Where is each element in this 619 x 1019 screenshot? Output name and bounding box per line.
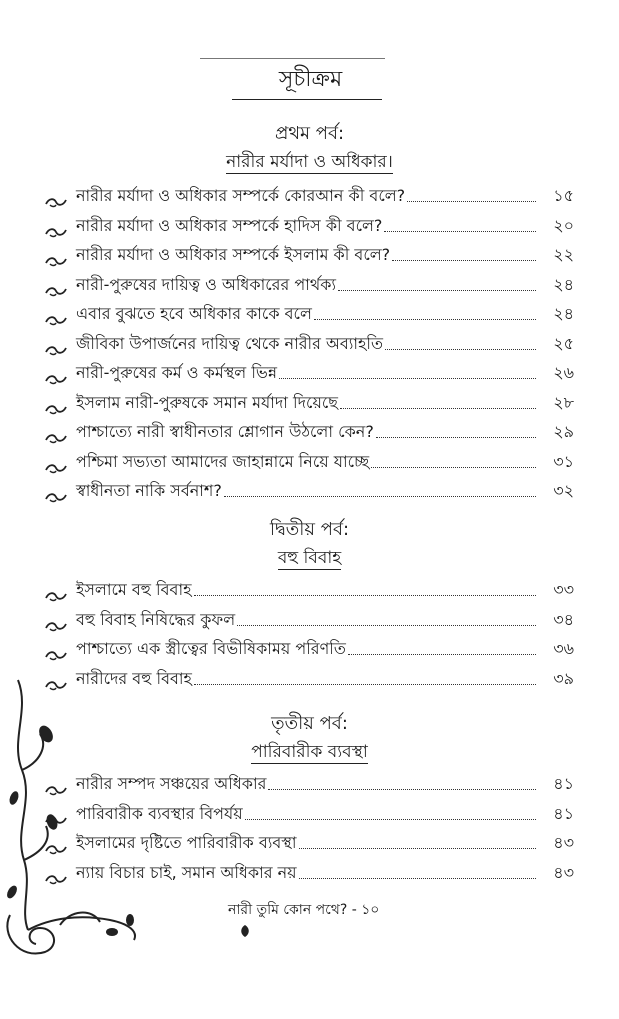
section-1-heading: প্রথম পর্ব:: [274, 123, 345, 144]
dot-leader: [385, 349, 536, 350]
leaf-flourish-icon: [44, 403, 76, 415]
toc-entry-page-number: ৪১: [553, 774, 574, 793]
dot-leader: [371, 467, 536, 468]
leaf-flourish-icon: [44, 196, 76, 208]
section-2-heading: দ্বিতীয় পর্ব:: [269, 519, 350, 540]
toc-entry-label: জীবিকা উপার্জনের দায়িত্ব থেকে নারীর অব্যাহতি: [76, 333, 384, 353]
toc-entry-label: এবার বুঝতে হবে অধিকার কাকে বলে: [76, 304, 312, 323]
page-footer: নারী তুমি কোন পথে? - ১০: [228, 902, 380, 918]
toc-entry-label: পারিবারীক ব্যবস্থার বিপর্যয়: [76, 803, 243, 823]
page-title: সূচীক্রম: [278, 67, 343, 92]
toc-entry: [44, 269, 574, 297]
toc-entry-label: পশ্চিমা সভ্যতা আমাদের জাহান্নামে নিয়ে যাচ্ছে: [76, 451, 370, 471]
top-rule: [200, 58, 385, 59]
section-3-heading: তৃতীয় পর্ব:: [271, 713, 348, 734]
dot-leader: [384, 231, 536, 232]
toc-entry: [44, 387, 574, 415]
toc-entry-page-number: ৩১: [553, 451, 574, 471]
toc-entry-label: স্বাধীনতা নাকি সর্বনাশ?: [76, 481, 222, 500]
dot-leader: [338, 290, 536, 291]
dot-leader: [224, 496, 536, 497]
toc-entry-page-number: ২০: [553, 215, 574, 235]
leaf-flourish-icon: [44, 590, 76, 602]
toc-entry-label: নারীর মর্যাদা ও অধিকার সম্পর্কে ইসলাম কী বলে?: [76, 245, 391, 264]
toc-entry-page-number: ২৯: [553, 422, 574, 441]
toc-entry-page-number: ২৫: [553, 333, 574, 353]
toc-entry: [44, 475, 574, 503]
leaf-flourish-icon: [44, 226, 76, 238]
toc-entry-page-number: ২২: [553, 245, 574, 264]
dot-leader: [237, 625, 536, 626]
toc-entry: [44, 210, 574, 238]
floral-corner-ornament-icon: [0, 670, 140, 970]
dot-leader: [194, 684, 536, 685]
dot-leader: [392, 260, 536, 261]
toc-entry-label: নারীর মর্যাদা ও অধিকার সম্পর্কে হাদিস কী বলে?: [76, 215, 383, 235]
toc-entry-label: নারী-পুরুষের দায়িত্ব ও অধিকারের পার্থক্য: [76, 274, 337, 294]
toc-entry-label: নারীর সম্পদ সঞ্চয়ের অধিকার: [76, 774, 267, 793]
toc-entry-label: ইসলাম নারী-পুরুষকে সমান মর্যাদা দিয়েছে: [76, 392, 338, 412]
leaf-flourish-icon: [44, 462, 76, 474]
toc-entry-page-number: ২৪: [553, 304, 574, 323]
toc-entry-page-number: ৪৩: [553, 833, 574, 852]
dot-leader: [340, 408, 536, 409]
toc-entry: [44, 633, 574, 661]
leaf-flourish-icon: [44, 285, 76, 297]
toc-entry-page-number: ৩২: [553, 481, 574, 500]
toc-entry-label: পাশ্চাত্যে নারী স্বাধীনতার শ্লোগান উঠলো কেন?: [76, 422, 374, 441]
leaf-flourish-icon: [44, 649, 76, 661]
leaf-flourish-icon: [44, 344, 76, 356]
toc-entry-page-number: ১৫: [553, 186, 574, 205]
dot-leader: [407, 201, 536, 202]
leaf-flourish-icon: [44, 255, 76, 267]
toc-entry-label: ন্যায় বিচার চাই, সমান অধিকার নয়: [76, 862, 297, 882]
toc-entry: [44, 604, 574, 632]
toc-entry-label: নারী-পুরুষের কর্ম ও কর্মস্থল ভিন্ন: [76, 363, 277, 382]
toc-entry-page-number: ২৬: [553, 363, 574, 382]
toc-entry-page-number: ৩৩: [553, 580, 574, 599]
dot-leader: [314, 319, 536, 320]
dot-leader: [194, 595, 537, 596]
toc-entry: [44, 574, 574, 602]
section-2-subheading: বহু বিবাহ: [277, 548, 342, 568]
toc-entry-page-number: ৩৯: [553, 668, 574, 688]
toc-entry: [44, 446, 574, 474]
toc-entry-label: বহু বিবাহ নিষিদ্ধের কুফল: [76, 609, 236, 629]
toc-entry: [44, 298, 574, 326]
toc-entry: [44, 416, 574, 444]
toc-entry-label: পাশ্চাত্যে এক স্ত্রীত্বের বিভীষিকাময় পরিণতি: [76, 639, 346, 658]
toc-entry-page-number: ৪৩: [553, 862, 574, 882]
toc-entry: [44, 328, 574, 356]
dot-leader: [348, 654, 536, 655]
dot-leader: [268, 789, 536, 790]
leaf-flourish-icon: [44, 620, 76, 632]
toc-entry: [44, 357, 574, 385]
dot-leader: [279, 378, 536, 379]
toc-entry-label: নারীর মর্যাদা ও অধিকার সম্পর্কে কোরআন কী বলে?: [76, 186, 406, 205]
leaf-flourish-icon: [44, 491, 76, 503]
toc-entry-page-number: ৩৪: [553, 609, 574, 629]
leaf-flourish-icon: [44, 432, 76, 444]
section-1-subheading: নারীর মর্যাদা ও অধিকার।: [226, 152, 393, 172]
toc-entry: [44, 180, 574, 208]
leaf-ornament-icon: [238, 924, 252, 938]
dot-leader: [299, 848, 536, 849]
dot-leader: [376, 437, 536, 438]
toc-entry-label: ইসলামে বহু বিবাহ: [76, 580, 192, 599]
toc-entry-label: নারীদের বহু বিবাহ: [76, 668, 192, 688]
toc-entry-page-number: ২৮: [553, 392, 574, 412]
dot-leader: [299, 878, 536, 879]
leaf-flourish-icon: [44, 373, 76, 385]
toc-entry-page-number: ৩৬: [553, 639, 574, 658]
toc-entry-label: ইসলামের দৃষ্টিতে পারিবারীক ব্যবস্থা: [76, 833, 297, 852]
dot-leader: [245, 819, 536, 820]
leaf-flourish-icon: [44, 314, 76, 326]
title-underline: [232, 99, 382, 100]
toc-entry: [44, 239, 574, 267]
section-3-subheading: পারিবারীক ব্যবস্থা: [251, 742, 368, 762]
toc-entry-page-number: ৪১: [553, 803, 574, 823]
toc-entry-page-number: ২৪: [553, 274, 574, 294]
